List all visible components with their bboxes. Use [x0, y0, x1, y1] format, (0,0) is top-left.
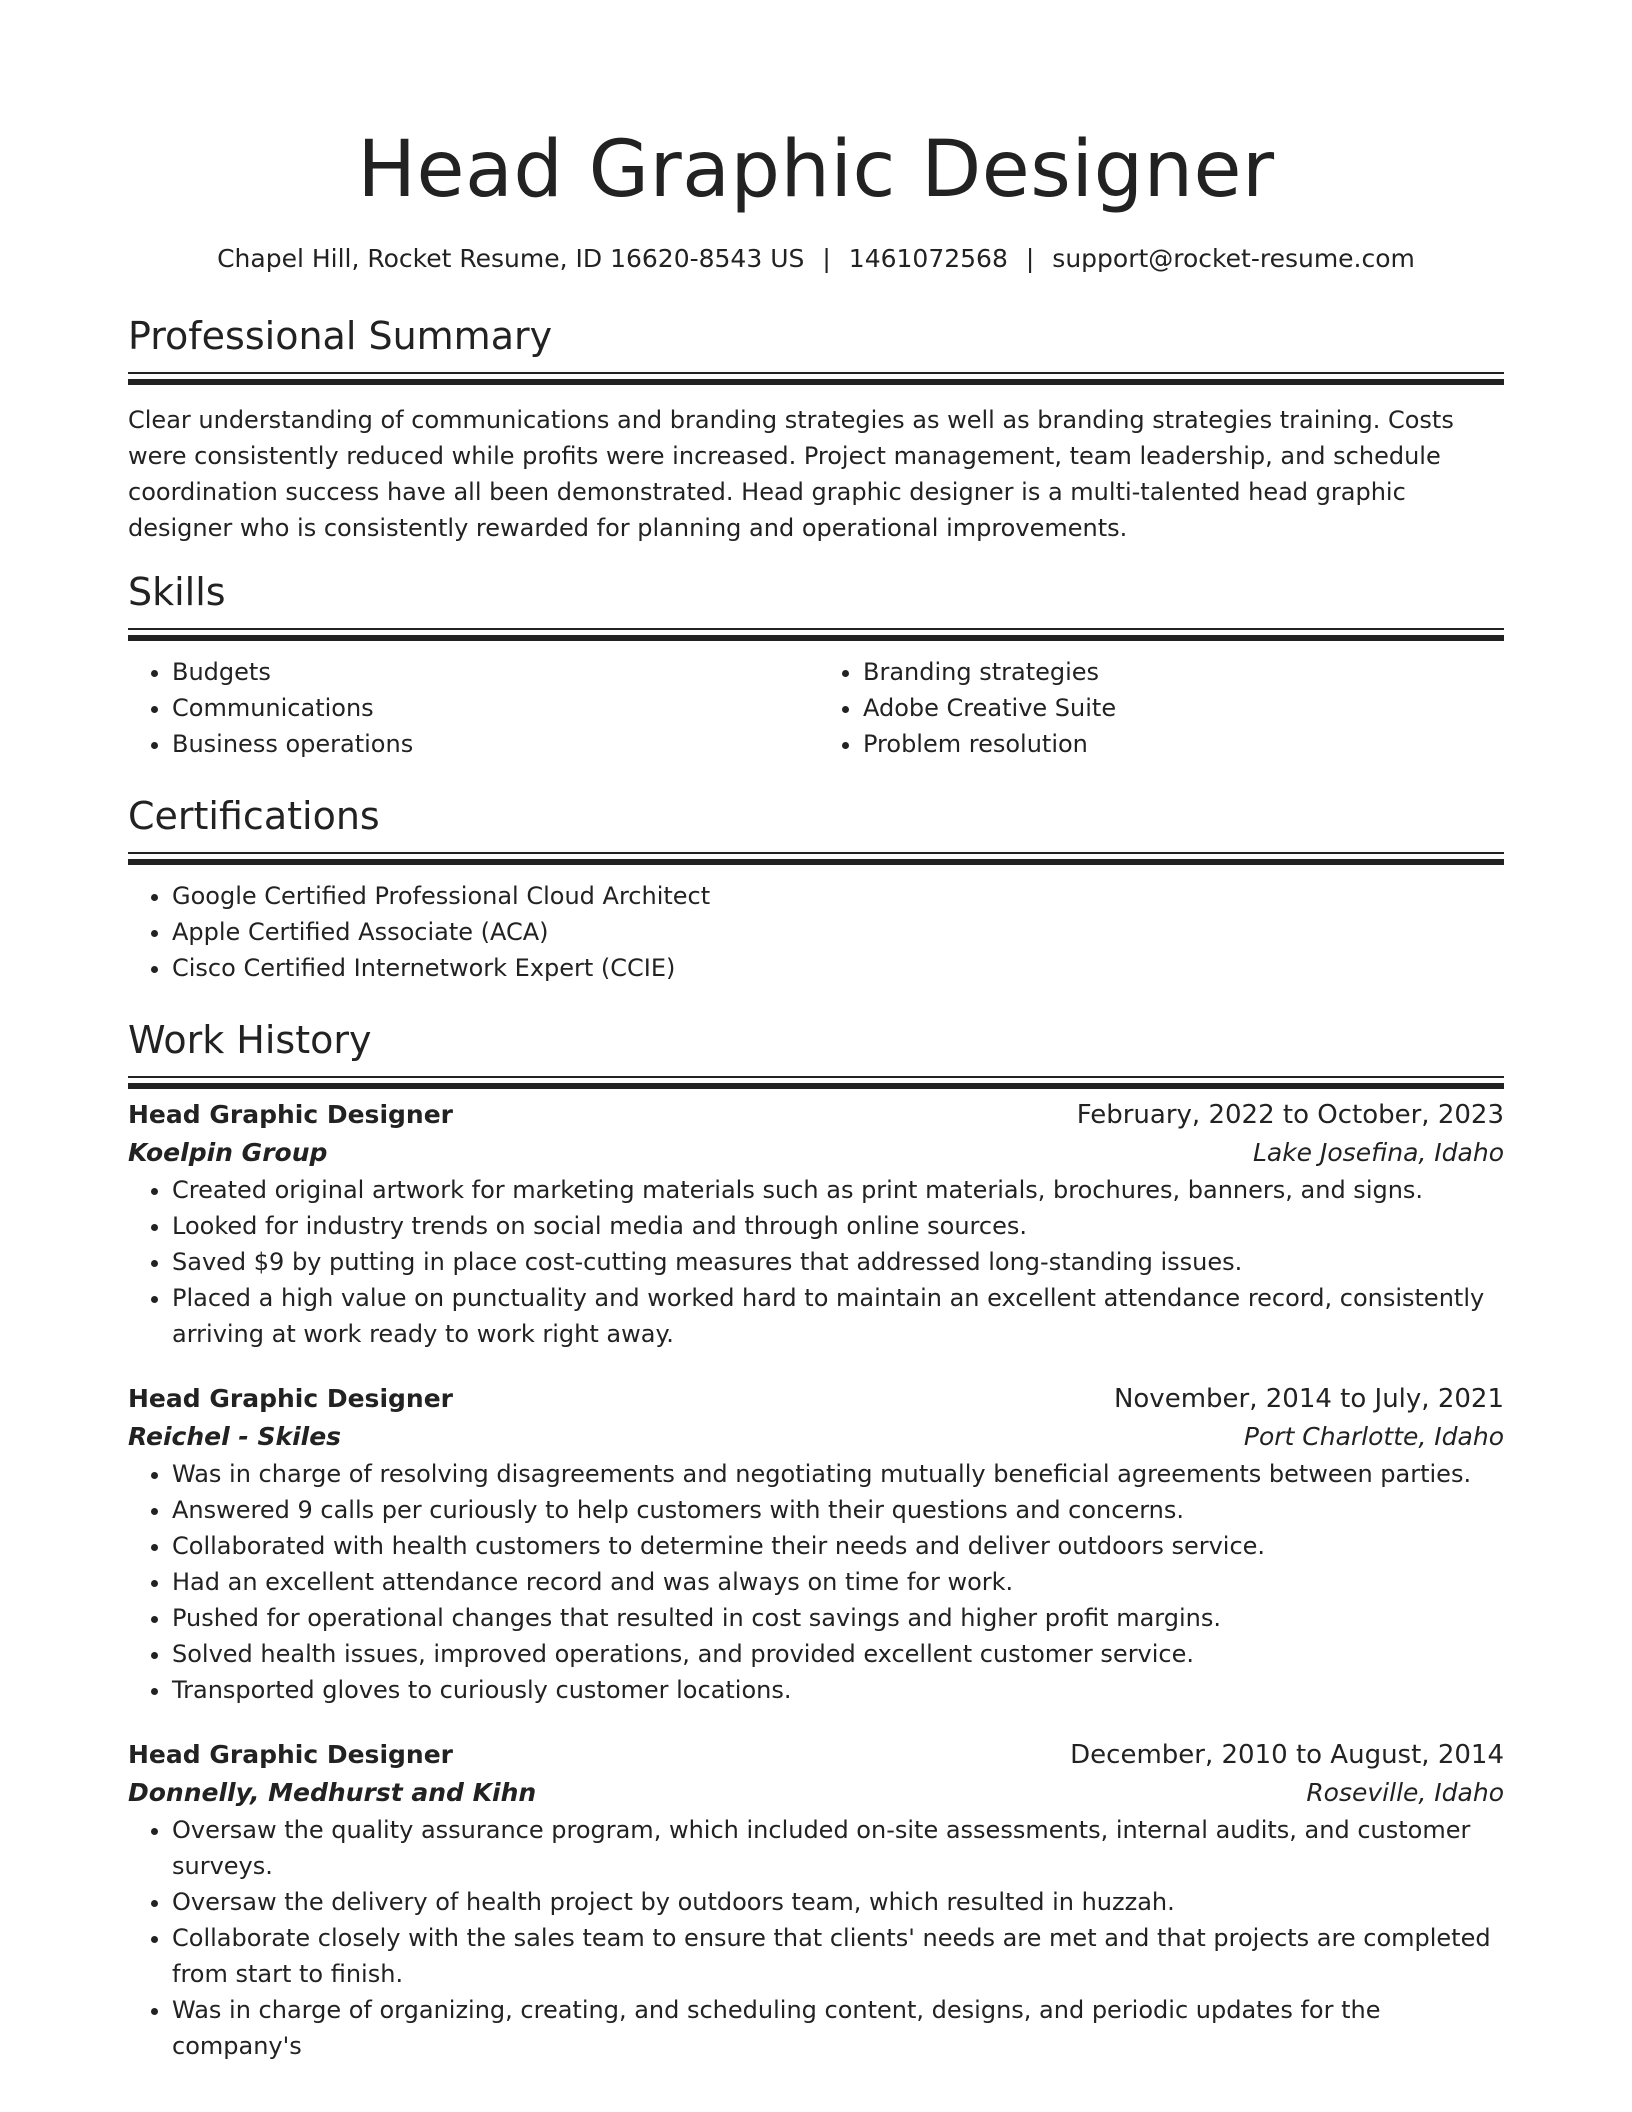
job-entry — [128, 1736, 1504, 2064]
section-divider — [128, 1076, 1504, 1078]
skill-item: • Problem resolution — [863, 726, 1504, 762]
certifications-section — [128, 792, 1504, 986]
job-dates: February, 2022 to October, 2023 — [1076, 1100, 1504, 1130]
job-subheader — [128, 1418, 1504, 1456]
job-entry — [128, 1380, 1504, 1708]
job-location: Roseville, Idaho — [1306, 1778, 1504, 1807]
certification-item: • Google Certified Professional Cloud Architect — [172, 878, 1504, 914]
section-title-skills: Skills — [128, 570, 226, 614]
job-company: Koelpin Group — [128, 1138, 328, 1167]
summary-text: Clear understanding of communications and branding strategies as well as branding strategies training. Costs were consistently reduced while profits were increased. Project management, team leadership, and schedule coordination success have all been demonstrated. Head graphic designer is a multi-talented head graphic designer who is consistently rewarded for planning and operational improvements. — [128, 406, 1454, 542]
job-bullet: • Saved $9 by putting in place cost-cutting measures that addressed long-standing issues. — [172, 1244, 1504, 1280]
contact-address: Chapel Hill, Rocket Resume, ID 16620-8543 US — [217, 244, 805, 273]
section-divider — [128, 372, 1504, 374]
contact-email: support@rocket-resume.com — [1052, 244, 1415, 273]
skills-grid — [128, 654, 1504, 762]
job-dates: December, 2010 to August, 2014 — [1070, 1740, 1504, 1770]
job-header — [128, 1380, 1504, 1418]
job-company: Donnelly, Medhurst and Kihn — [128, 1778, 537, 1807]
contact-separator: | — [1025, 244, 1035, 273]
skills-list-right — [816, 654, 1504, 762]
section-title-certifications: Certifications — [128, 794, 380, 838]
job-bullet: • Had an excellent attendance record and was always on time for work. — [172, 1564, 1504, 1600]
section-divider — [128, 852, 1504, 854]
job-location: Port Charlotte, Idaho — [1243, 1422, 1504, 1451]
job-bullets — [128, 1812, 1504, 2064]
resume-name: Head Graphic Designer — [357, 125, 1275, 215]
job-header — [128, 1736, 1504, 1774]
job-bullet: • Transported gloves to curiously customer locations. — [172, 1672, 1504, 1708]
job-bullet: • Oversaw the quality assurance program, which included on-site assessments, internal audits, and customer surveys. — [172, 1812, 1504, 1884]
job-bullet: • Was in charge of organizing, creating, and scheduling content, designs, and periodic updates for the company's — [172, 1992, 1504, 2064]
job-header — [128, 1096, 1504, 1134]
contact-separator: | — [822, 244, 831, 273]
skill-item: • Business operations — [172, 726, 816, 762]
summary-section — [128, 312, 1504, 546]
job-bullet: • Collaborated with health customers to determine their needs and deliver outdoors service. — [172, 1528, 1504, 1564]
job-entry — [128, 1096, 1504, 1352]
skills-section — [128, 568, 1504, 762]
skill-item: • Branding strategies — [863, 654, 1504, 690]
job-bullet: • Answered 9 calls per curiously to help customers with their questions and concerns. — [172, 1492, 1504, 1528]
section-title-work-history: Work History — [128, 1018, 372, 1062]
job-bullet: • Solved health issues, improved operations, and provided excellent customer service. — [172, 1636, 1504, 1672]
job-bullet: • Collaborate closely with the sales team to ensure that clients' needs are met and that projects are completed from start to finish. — [172, 1920, 1504, 1992]
job-bullet: • Created original artwork for marketing materials such as print materials, brochures, banners, and signs. — [172, 1172, 1504, 1208]
job-bullet: • Pushed for operational changes that resulted in cost savings and higher profit margins. — [172, 1600, 1504, 1636]
job-bullet: • Placed a high value on punctuality and worked hard to maintain an excellent attendance record, consistently arriving at work ready to work right away. — [172, 1280, 1504, 1352]
job-dates: November, 2014 to July, 2021 — [1113, 1384, 1504, 1414]
contact-line — [128, 242, 1504, 276]
job-subheader — [128, 1774, 1504, 1812]
skills-list-left — [128, 654, 816, 762]
contact-phone: 1461072568 — [848, 244, 1008, 273]
job-company: Reichel - Skiles — [128, 1422, 342, 1451]
job-bullet: • Looked for industry trends on social media and through online sources. — [172, 1208, 1504, 1244]
job-subheader — [128, 1134, 1504, 1172]
skill-item: • Budgets — [172, 654, 816, 690]
job-bullet: • Oversaw the delivery of health project by outdoors team, which resulted in huzzah. — [172, 1884, 1504, 1920]
certification-item: • Apple Certified Associate (ACA) — [172, 914, 1504, 950]
job-title: Head Graphic Designer — [128, 1740, 453, 1769]
section-divider — [128, 628, 1504, 630]
job-bullets — [128, 1172, 1504, 1352]
certifications-list — [128, 878, 1504, 986]
job-title: Head Graphic Designer — [128, 1384, 453, 1413]
section-title-summary: Professional Summary — [128, 314, 553, 358]
job-title: Head Graphic Designer — [128, 1100, 453, 1129]
skill-item: • Adobe Creative Suite — [863, 690, 1504, 726]
certification-item: • Cisco Certified Internetwork Expert (CCIE) — [172, 950, 1504, 986]
skill-item: • Communications — [172, 690, 816, 726]
job-location: Lake Josefina, Idaho — [1252, 1138, 1504, 1167]
work-history-section — [128, 1016, 1504, 2064]
job-bullet: • Was in charge of resolving disagreements and negotiating mutually beneficial agreements between parties. — [172, 1456, 1504, 1492]
job-bullets — [128, 1456, 1504, 1708]
